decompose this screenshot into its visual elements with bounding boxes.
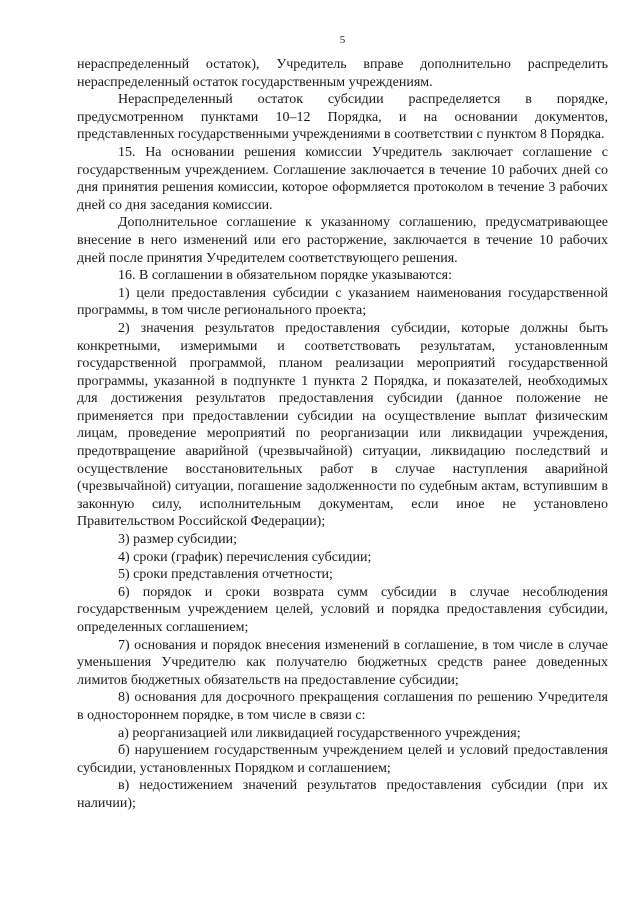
- paragraph: 1) цели предоставления субсидии с указанием наименования государственной программы, в том числе регионального проекта;: [77, 285, 608, 319]
- paragraph: 6) порядок и сроки возврата сумм субсидии в случае несоблюдения государственным учреждением целей, условий и порядка предоставления субсидии, определенных соглашением;: [77, 584, 608, 635]
- paragraph: б) нарушением государственным учреждением целей и условий предоставления субсидии, установленных Порядком и соглашением;: [77, 743, 608, 776]
- paragraph: 4) сроки (график) перечисления субсидии;: [118, 549, 372, 565]
- paragraph: Дополнительное соглашение к указанному соглашению, предусматривающее внесение в него изменений или его расторжение, заключается в течение 10 рабочих дней после принятия Учредителем соответствующего решения.: [77, 215, 608, 266]
- paragraph: 15. На основании решения комиссии Учредитель заключает соглашение с государственным учреждением. Соглашение заключается в течение 10 рабочих дней со дня принятия решения комиссии, которое оформляется протоколом в течение 3 рабочих дней со дня заседания комиссии.: [77, 144, 608, 213]
- page-number: 5: [339, 34, 346, 46]
- paragraph: 3) размер субсидии;: [118, 532, 237, 548]
- paragraph: нераспределенный остаток), Учредитель вправе дополнительно распределить нераспределенный остаток государственным учреждениям.: [77, 57, 608, 90]
- document-body: [77, 56, 608, 813]
- paragraph: 16. В соглашении в обязательном порядке указываются:: [118, 268, 452, 284]
- paragraph: а) реорганизацией или ликвидацией государственного учреждения;: [118, 725, 521, 741]
- paragraph: 8) основания для досрочного прекращения соглашения по решению Учредителя в одностороннем порядке, в том числе в связи с:: [77, 690, 608, 723]
- paragraph: 7) основания и порядок внесения изменений в соглашение, в том числе в случае уменьшения Учредителю как получателю бюджетных средств ранее доведенных лимитов бюджетных обязательств на предоставление субсидии;: [77, 637, 608, 688]
- paragraph: Нераспределенный остаток субсидии распределяется в порядке, предусмотренном пунктами 10–12 Порядка, и на основании документов, представленных государственными учреждениями в соответствии с пунктом 8 Порядка.: [77, 92, 608, 143]
- paragraph: в) недостижением значений результатов предоставления субсидии (при их наличии);: [77, 778, 608, 811]
- paragraph: 2) значения результатов предоставления субсидии, которые должны быть конкретными, измеримыми и соответствовать результатам, установленным государственной программой, планом реализации мероприятий государственной программы, указанной в подпункте 1 пункта 2 Порядка, и показателей, необходимых для достижения результатов предоставления субсидии (данное положение не применяется при предоставлении субсидии на осуществление выплат физическим лицам, проведение мероприятий по реорганизации или ликвидации учреждения, предотвращение аварийной (чрезвычайной) ситуации, ликвидацию последствий и осуществление восстановительных работ в случае наступления аварийной (чрезвычайной) ситуации, погашение задолженности по судебным актам, вступившим в законную силу, исполнительным документам, если иное не установлено Правительством Российской Федерации);: [77, 320, 608, 530]
- paragraph: 5) сроки представления отчетности;: [118, 567, 333, 583]
